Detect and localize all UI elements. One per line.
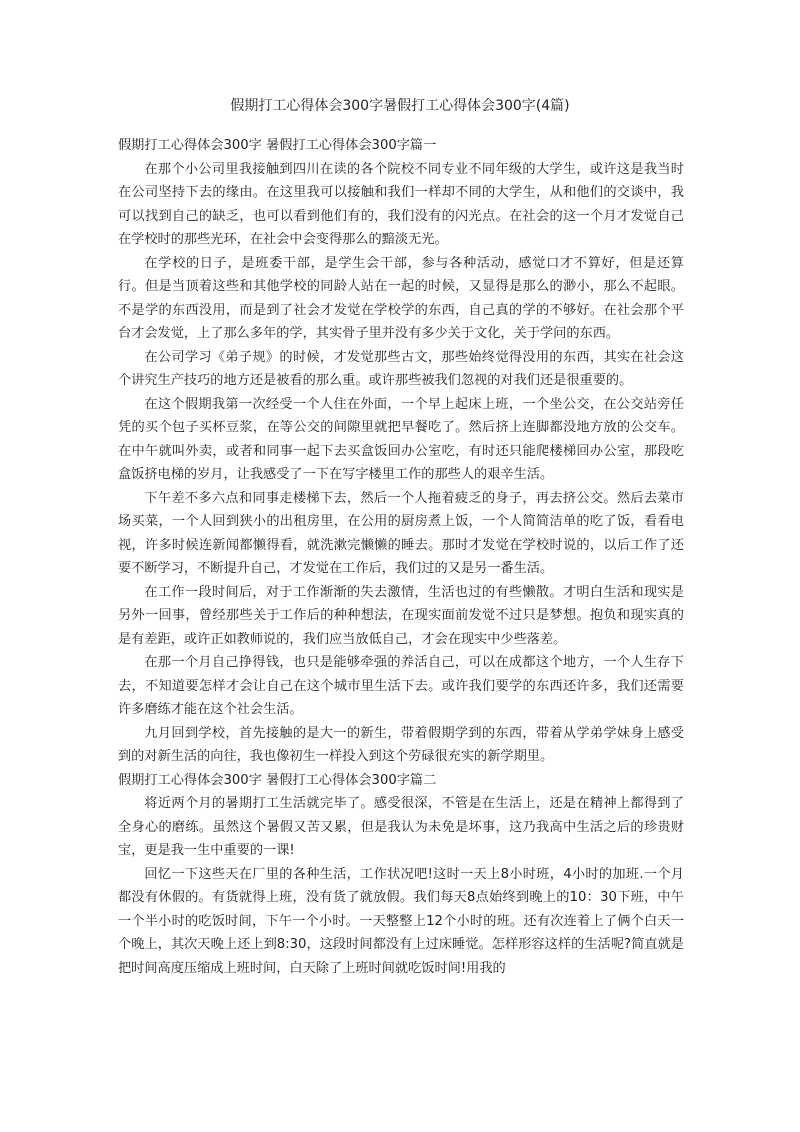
paragraph: 在学校的日子，是班委干部，是学生会干部，参与各种活动，感觉口才不算好，但是还算行。但是当顶着这些和其他学校的同龄人站在一起的时候，又显得是那么的渺小，那么不起眼。不是学的东西没用，而是到了社会才发觉在学校学的东西，自己真的学的不够好。在社会那个平台才会发觉，上了那么多年的学，其实骨子里并没有多少关于文化，关于学问的东西。 — [118, 255, 684, 341]
paragraph: 将近两个月的暑期打工生活就完毕了。感受很深，不管是在生活上，还是在精神上都得到了全身心的磨练。虽然这个暑假又苦又累，但是我认为未免是坏事，这乃我高中生活之后的珍贵财宝，更是我一生中重要的一课! — [118, 796, 684, 858]
document-title: 假期打工心得体会300字暑假打工心得体会300字(4篇) — [230, 98, 570, 114]
paragraph: 在工作一段时间后，对于工作渐渐的失去激情，生活也过的有些懒散。才明白生活和现实是另外一回事，曾经那些关于工作后的种种想法，在现实面前发觉不过只是梦想。抱负和现实真的是有差距，或许正如教师说的，我们应当放低自己，才会在现实中少些落差。 — [118, 584, 684, 647]
paragraph: 在这个假期我第一次经受一个人住在外面，一个早上起床上班，一个坐公交，在公交站旁任凭的买个包子买杯豆浆，在等公交的间隙里就把早餐吃了。然后挤上连脚都没地方放的公交车。在中午就叫外卖，或者和同事一起下去买盒饭回办公室吃，有时还只能爬楼梯回办公室，那段吃盒饭挤电梯的岁月，让我感受了一下在写字楼里工作的那些人的艰辛生活。 — [118, 396, 684, 482]
paragraph: 回忆一下这些天在厂里的各种生活，工作状况吧!这时一天上8小时班，4小时的加班.一个月都没有休假的。有货就得上班，没有货了就放假。我们每天8点始终到晚上的10：30下班，中午一个半小时的吃饭时间，下午一个小时。一天整整上12个小时的班。还有次连着上了俩个白天一个晚上，其次天晚上还上到8:30，这段时间都没有上过床睡觉。怎样形容这样的生活呢?简直就是把时间高度压缩成上班时间，白天除了上班时间就吃饭时间!用我的 — [118, 866, 684, 976]
paragraph: 在公司学习《弟子规》的时候，才发觉那些古文，那些始终觉得没用的东西，其实在社会这个讲究生产技巧的地方还是被看的那么重。或许那些被我们忽视的对我们还是很重要的。 — [118, 349, 684, 388]
paragraph: 在那一个月自己挣得钱，也只是能够牵强的养活自己，可以在成都这个地方，一个人生存下去，不知道要怎样才会让自己在这个城市里生活下去。或许我们要学的东西还许多，我们还需要许多磨练才能在这个社会生活。 — [118, 655, 684, 717]
paragraph: 九月回到学校，首先接触的是大一的新生，带着假期学到的东西，带着从学弟学妹身上感受到的对新生活的向往，我也像初生一样投入到这个劳碌很充实的新学期里。 — [118, 725, 684, 764]
section-heading: 假期打工心得体会300字 暑假打工心得体会300字篇二 — [118, 772, 437, 788]
document-body — [118, 134, 684, 980]
paragraph: 在那个小公司里我接触到四川在读的各个院校不同专业不同年级的大学生，或许这是我当时在公司坚持下去的缘由。在这里我可以接触和我们一样却不同的大学生，从和他们的交谈中，我可以找到自己的缺乏，也可以看到他们有的，我们没有的闪光点。在社会的这一个月才发觉自己在学校时的那些光环，在社会中会变得那么的黯淡无光。 — [118, 161, 684, 247]
paragraph: 下午差不多六点和同事走楼梯下去，然后一个人拖着疲乏的身子，再去挤公交。然后去菜市场买菜，一个人回到狭小的出租房里，在公用的厨房煮上饭，一个人简简洁单的吃了饭，看看电视，许多时候连新闻都懒得看，就洗漱完懒懒的睡去。那时才发觉在学校时说的，以后工作了还要不断学习，不断提升自己，才发觉在工作后，我们过的又是另一番生活。 — [118, 490, 684, 576]
section-heading: 假期打工心得体会300字 暑假打工心得体会300字篇一 — [118, 138, 437, 153]
